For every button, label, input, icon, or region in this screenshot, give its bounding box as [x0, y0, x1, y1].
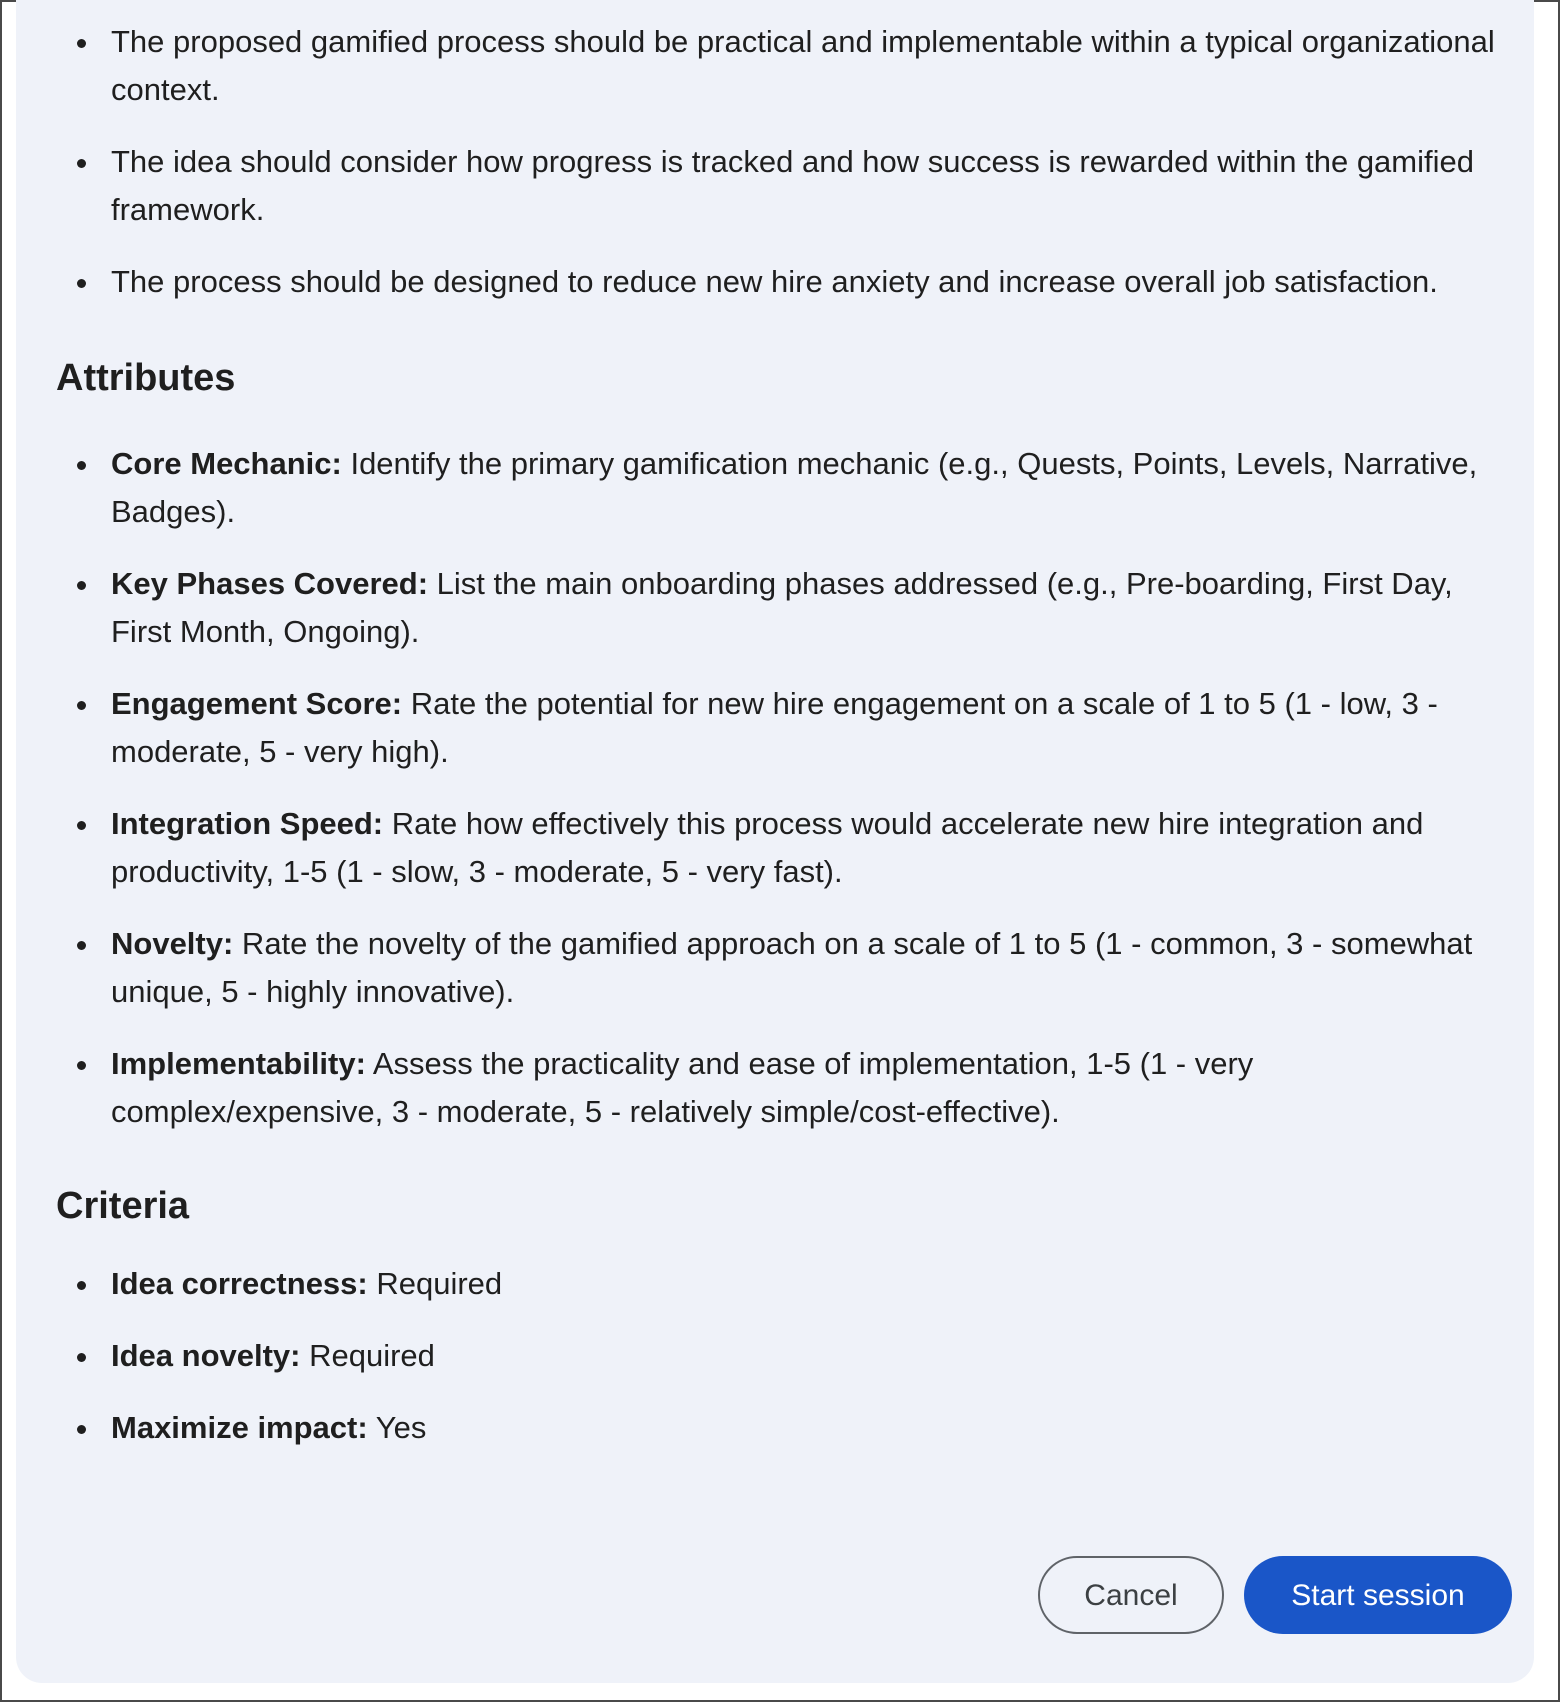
list-item: The process should be designed to reduce new hire anxiety and increase overall job satisfaction. [56, 258, 1506, 306]
attribute-term: Implementability: [111, 1046, 366, 1081]
criterion-term: Idea novelty: [111, 1338, 301, 1373]
list-item: The proposed gamified process should be practical and implementable within a typical organizational context. [56, 18, 1506, 114]
criterion-term: Idea correctness: [111, 1266, 368, 1301]
criterion-idea-novelty [56, 1332, 1506, 1380]
criterion-idea-correctness [56, 1260, 1506, 1308]
attribute-key-phases [56, 560, 1506, 656]
cancel-button[interactable]: Cancel [1038, 1556, 1224, 1634]
attribute-term: Engagement Score: [111, 686, 403, 721]
attribute-novelty [56, 920, 1506, 1016]
attribute-description: Rate how effectively this process would accelerate new hire integration and productivity, 1-5 (1 - slow, 3 - moderate, 5 - very fast). [111, 806, 1424, 889]
requirements-list [56, 18, 1506, 306]
attribute-engagement-score [56, 680, 1506, 776]
attribute-term: Key Phases Covered: [111, 566, 429, 601]
criterion-maximize-impact [56, 1404, 1506, 1452]
panel-content [56, 18, 1506, 1476]
attribute-core-mechanic [56, 440, 1506, 536]
attribute-description: Rate the novelty of the gamified approach on a scale of 1 to 5 (1 - common, 3 - somewhat unique, 5 - highly innovative). [111, 926, 1473, 1009]
start-session-button[interactable]: Start session [1244, 1556, 1512, 1634]
attribute-description: Identify the primary gamification mechanic (e.g., Quests, Points, Levels, Narrative, Badges). [111, 446, 1478, 529]
criteria-list [56, 1260, 1506, 1452]
attribute-integration-speed [56, 800, 1506, 896]
attributes-list [56, 440, 1506, 1136]
attribute-description: Assess the practicality and ease of implementation, 1-5 (1 - very complex/expensive, 3 - moderate, 5 - relatively simple/cost-effective). [111, 1046, 1254, 1129]
attribute-description: List the main onboarding phases addressed (e.g., Pre-boarding, First Day, First Month, Ongoing). [111, 566, 1453, 649]
criterion-value: Required [300, 1338, 435, 1373]
criteria-heading: Criteria [56, 1185, 190, 1227]
attribute-term: Novelty: [111, 926, 234, 961]
criterion-value: Yes [367, 1410, 427, 1445]
attribute-term: Core Mechanic: [111, 446, 342, 481]
attributes-heading: Attributes [56, 357, 236, 399]
attribute-description: Rate the potential for new hire engagement on a scale of 1 to 5 (1 - low, 3 - moderate, 5 - very high). [111, 686, 1438, 769]
list-item: The idea should consider how progress is tracked and how success is rewarded within the gamified framework. [56, 138, 1506, 234]
attribute-implementability [56, 1040, 1506, 1136]
criterion-value: Required [367, 1266, 503, 1301]
attribute-term: Integration Speed: [111, 806, 384, 841]
criterion-term: Maximize impact: [111, 1410, 368, 1445]
session-setup-panel [16, 0, 1534, 1683]
